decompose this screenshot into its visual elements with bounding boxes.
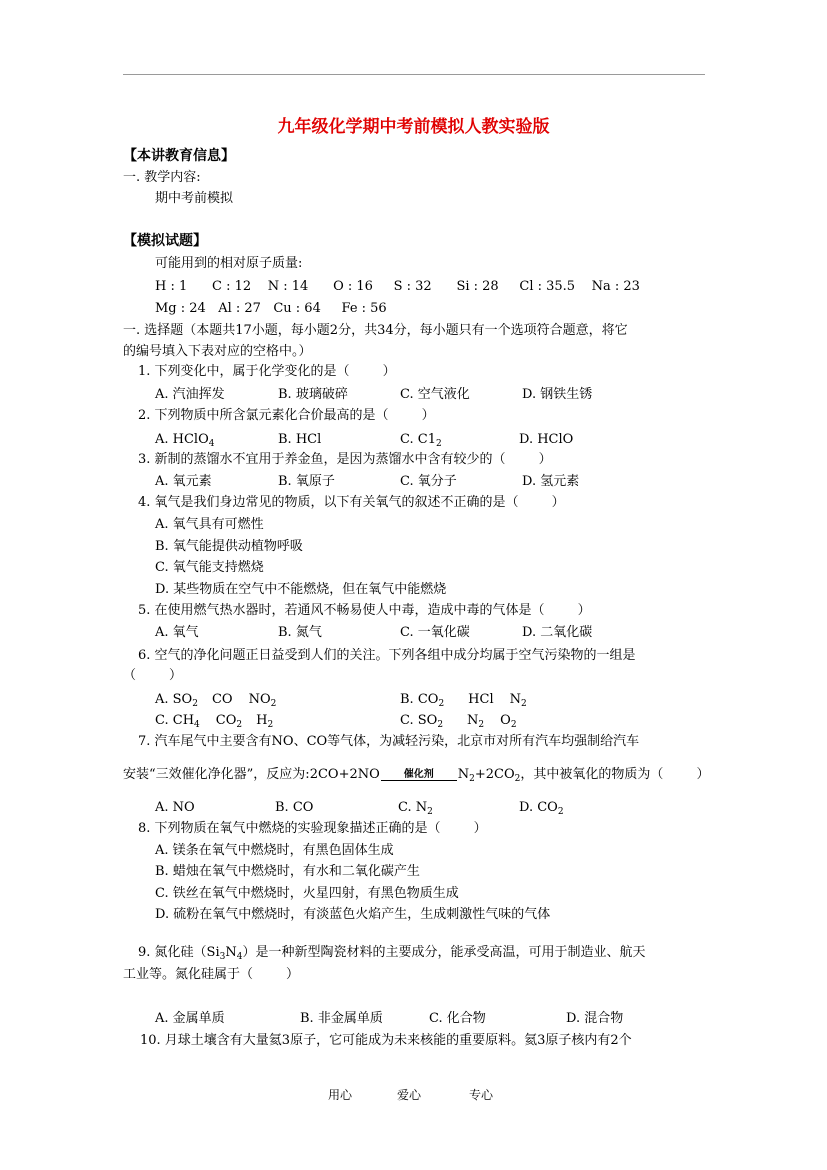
q7-option-b: B. CO — [275, 800, 314, 815]
question-6: 6. 空气的净化问题正日益受到人们的关注。下列各组中成分均属于空气污染物的一组是 — [138, 648, 636, 663]
q2-option-d: D. HClO — [519, 432, 574, 447]
q1-option-a: A. 汽油挥发 — [155, 387, 225, 402]
q8-option-a: A. 镁条在氧气中燃烧时，有黑色固体生成 — [155, 843, 394, 858]
q6-option-a: A. $SO_2$ CO $NO_2$ — [155, 692, 277, 709]
q7-option-c: C. $N_2$ — [398, 800, 433, 817]
mass-line-2: Mg : 24 Al : 27 Cu : 64 Fe : 56 — [155, 301, 387, 316]
footer-text-2: 爱心 — [397, 1088, 422, 1102]
q9-option-a: A. 金属单质 — [155, 1011, 225, 1026]
section-heading-info: 【本讲教育信息】 — [123, 148, 235, 164]
reaction-reactants: 2CO+2NO — [309, 767, 380, 782]
q1-option-b: B. 玻璃破碎 — [278, 387, 348, 402]
q6-option-c: C. $CH_4$ $CO_2$ $H_2$ — [155, 713, 274, 730]
footer — [328, 1087, 493, 1103]
q5-option-a: A. 氧气 — [155, 625, 199, 640]
question-9: 9. 氮化硅$(Si_3N_4)$是一种新型陶瓷材料的主要成分，能承受高温，可用于制造业、航天 — [138, 945, 646, 962]
q7-option-a: A. NO — [155, 800, 195, 815]
q8-option-d: D. 硫粉在氧气中燃烧时，有淡蓝色火焰产生，生成刺激性气味的气体 — [155, 907, 551, 922]
q3-option-d: D. 氢元素 — [522, 474, 580, 489]
question-7-equation-line: 安装“三效催化净化器”，反应为:2CO+2NO 催化剂 $N_2+2CO_2$，其中被氧化的物质为（ ） — [123, 767, 710, 784]
header-rule — [123, 74, 705, 75]
catalyst-arrow: 催化剂 — [381, 769, 457, 784]
q4-option-b: B. 氧气能提供动植物呼吸 — [155, 539, 303, 554]
q9-option-b: B. 非金属单质 — [300, 1011, 383, 1026]
footer-text-3: 专心 — [469, 1088, 494, 1102]
q9-option-d: D. 混合物 — [566, 1011, 624, 1026]
mass-line-1: H : 1 C : 12 N : 14 O : 16 S : 32 Si : 28 Cl : 35.5 Na : 23 — [155, 279, 640, 294]
question-5: 5. 在使用燃气热水器时，若通风不畅易使人中毒，造成中毒的气体是（ ） — [138, 603, 591, 618]
q3-option-c: C. 氧分子 — [400, 474, 457, 489]
question-4: 4. 氧气是我们身边常见的物质，以下有关氧气的叙述不正确的是（ ） — [138, 495, 565, 510]
mass-label: 可能用到的相对原子质量: — [155, 256, 303, 271]
question-10: 10. 月球土壤含有大量氦3原子，它可能成为未来核能的重要原料。氦3原子核内有2个 — [140, 1033, 632, 1048]
q1-option-c: C. 空气液化 — [400, 387, 470, 402]
q6-option-d: C. $SO_2$ $N_2$ $O_2$ — [400, 713, 517, 730]
q5-option-d: D. 二氧化碳 — [522, 625, 593, 640]
section-heading-test: 【模拟试题】 — [123, 233, 207, 249]
q8-option-c: C. 铁丝在氧气中燃烧时，火星四射，有黑色物质生成 — [155, 886, 459, 901]
question-7: 7. 汽车尾气中主要含有NO、CO等气体，为减轻污染，北京市对所有汽车均强制给汽车 — [138, 734, 640, 749]
part1-instructions-a: 一. 选择题（本题共17小题，每小题2分，共34分，每小题只有一个选项符合题意，将它 — [123, 323, 628, 338]
question-2: 2. 下列物质中所含氯元素化合价最高的是（ ） — [138, 408, 435, 423]
q6-option-b: B. $CO_2$ HCl $N_2$ — [400, 692, 527, 709]
q9-option-c: C. 化合物 — [429, 1011, 486, 1026]
footer-text-1: 用心 — [328, 1088, 353, 1102]
q4-option-a: A. 氧气具有可燃性 — [155, 517, 264, 532]
info-line-2: 期中考前模拟 — [155, 191, 234, 206]
question-9-b: 工业等。氮化硅属于（ ） — [123, 967, 300, 982]
question-3: 3. 新制的蒸馏水不宜用于养金鱼，是因为蒸馏水中含有较少的（ ） — [138, 452, 552, 467]
q8-option-b: B. 蜡烛在氧气中燃烧时，有水和二氧化碳产生 — [155, 864, 420, 879]
q2-option-c: C. $C1_2$ — [400, 432, 442, 449]
question-8: 8. 下列物质在氧气中燃烧的实验现象描述正确的是（ ） — [138, 821, 487, 836]
q7-option-d: D. $CO_2$ — [519, 800, 564, 817]
q2-option-b: B. HCl — [278, 432, 322, 447]
q2-option-a: A. HClO$_4$ — [155, 432, 215, 449]
q1-option-d: D. 钢铁生锈 — [522, 387, 593, 402]
part1-instructions-b: 的编号填入下表对应的空格中。） — [123, 344, 312, 359]
q4-option-c: C. 氧气能支持燃烧 — [155, 560, 264, 575]
q3-option-a: A. 氧元素 — [155, 474, 212, 489]
question-6-blank: （ ） — [123, 668, 183, 683]
q5-option-b: B. 氮气 — [278, 625, 322, 640]
question-1: 1. 下列变化中，属于化学变化的是（ ） — [138, 364, 396, 379]
info-line-1: 一. 教学内容: — [123, 170, 201, 185]
q5-option-c: C. 一氧化碳 — [400, 625, 470, 640]
q3-option-b: B. 氧原子 — [278, 474, 335, 489]
document-title: 九年级化学期中考前模拟人教实验版 — [277, 117, 550, 137]
q4-option-d: D. 某些物质在空气中不能燃烧，但在氧气中能燃烧 — [155, 582, 447, 597]
